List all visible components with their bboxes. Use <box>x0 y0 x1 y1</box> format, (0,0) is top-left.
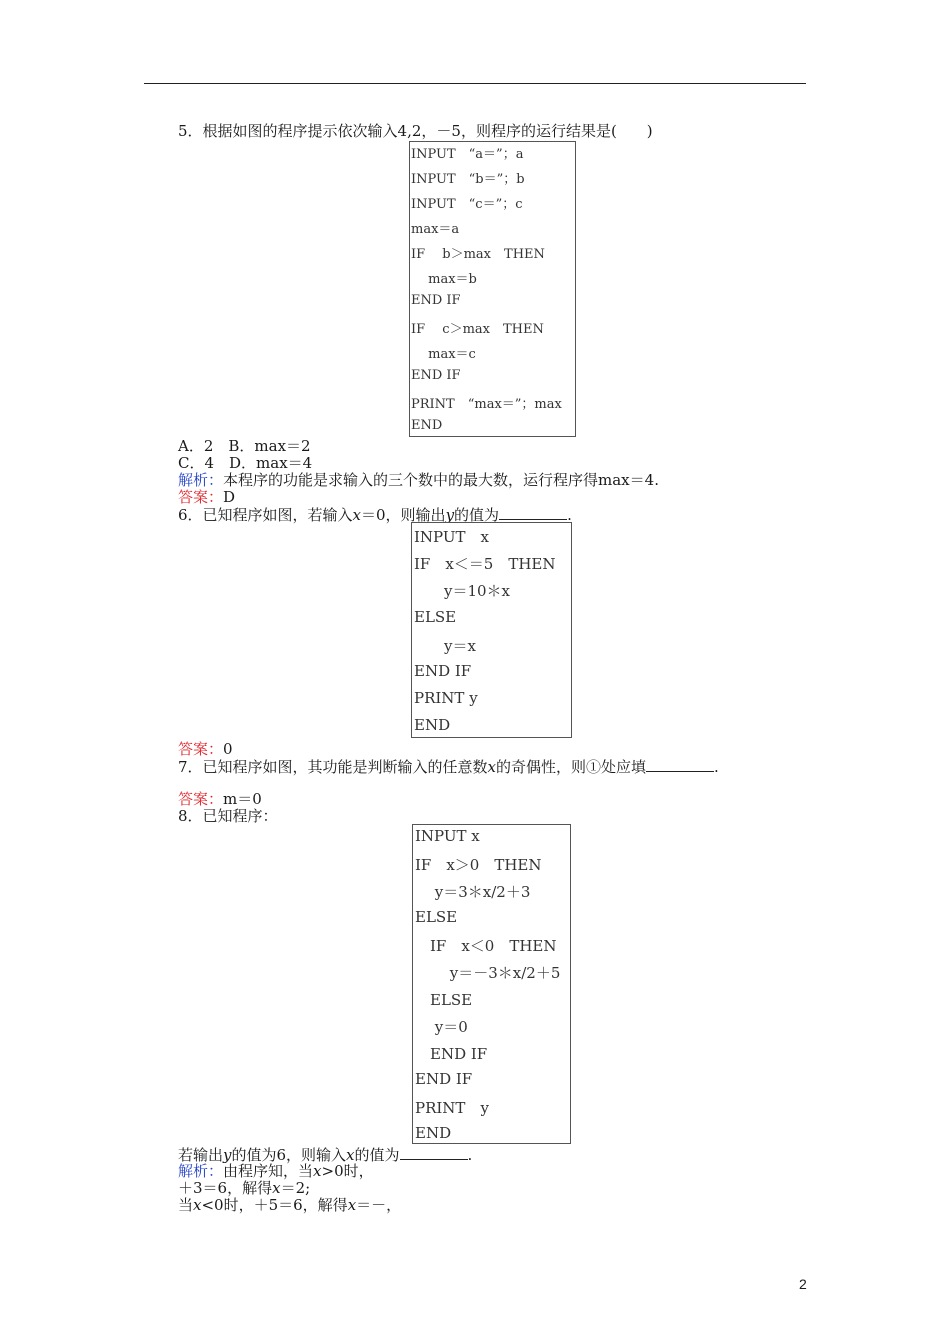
code-line: END <box>415 1124 452 1142</box>
var-x: x <box>487 758 497 776</box>
q8-line3-b: <0时，＋5＝6，解得 <box>201 1196 348 1214</box>
answer-text: 0 <box>223 740 233 758</box>
code-line: y＝x <box>414 636 476 655</box>
var-y: y <box>445 506 455 524</box>
code-line: END IF <box>414 662 472 680</box>
answer-blank <box>646 758 714 772</box>
code-line: PRINT y <box>414 689 478 708</box>
q5-option-1: A．2 B．max＝2 <box>178 437 311 455</box>
code-line: IF x＜0 THEN <box>415 937 557 955</box>
code-line: END IF <box>415 1045 488 1063</box>
page-number: 2 <box>799 1276 807 1292</box>
q7-stem <box>178 758 719 776</box>
code-line: INPUT x <box>414 528 489 546</box>
q6-stem-a: 6．已知程序如图，若输入 <box>178 506 353 524</box>
answer-label: 答案： <box>178 790 224 808</box>
q7-stem-b: 的奇偶性，则①处应填 <box>496 758 647 776</box>
code-line: PRINT y <box>415 1099 489 1117</box>
q5-stem: 5．根据如图的程序提示依次输入4,2，－5，则程序的运行结果是( ) <box>178 122 653 140</box>
code-line: END IF <box>411 293 461 308</box>
code-line: ELSE <box>414 607 457 626</box>
q8-line3-c: ＝－， <box>356 1196 402 1214</box>
code-line: END IF <box>411 368 461 383</box>
q6-stem-end: . <box>567 506 572 524</box>
q8-after-b: 的值为6，则输入 <box>231 1146 347 1164</box>
q7-answer <box>178 791 262 808</box>
code-line: INPUT “c＝”；c <box>411 197 523 212</box>
q8-after-a: 若输出 <box>178 1146 224 1164</box>
q8-analysis-b: >0时， <box>321 1162 374 1180</box>
q8-line2-a: ＋3＝6，解得 <box>178 1179 273 1197</box>
code-line: IF x＞0 THEN <box>415 856 542 874</box>
q5-answer <box>178 489 235 506</box>
analysis-label: 解析： <box>178 1162 224 1180</box>
code-line: ELSE <box>415 908 458 926</box>
answer-blank <box>400 1146 468 1160</box>
q8-analysis <box>178 1163 374 1180</box>
answer-label: 答案： <box>178 488 224 506</box>
answer-label: 答案： <box>178 740 224 758</box>
code-line: max＝a <box>411 222 460 237</box>
answer-blank <box>499 506 567 520</box>
analysis-label: 解析： <box>178 471 224 489</box>
code-line: max＝c <box>411 347 476 362</box>
q8-after-end: . <box>467 1146 473 1164</box>
code-line: INPUT x <box>415 827 480 845</box>
code-line: INPUT “a＝”；a <box>411 147 524 162</box>
code-line: max＝b <box>411 272 477 287</box>
q8-line3-a: 当 <box>178 1196 194 1214</box>
code-line: IF c＞max THEN <box>411 322 544 337</box>
q8-after-c: 的值为 <box>354 1146 400 1164</box>
var-x: x <box>346 1146 355 1164</box>
q6-stem-c: 的值为 <box>454 506 500 524</box>
var-y: y <box>223 1146 232 1164</box>
var-x: x <box>272 1179 281 1197</box>
q5-option-2: C．4 D．max＝4 <box>178 454 313 472</box>
q8-line2-b: ＝2; <box>280 1179 311 1197</box>
code-line: IF x＜＝5 THEN <box>414 555 556 574</box>
code-line: y＝3＊x/2＋3 <box>415 883 531 901</box>
code-line: END IF <box>415 1070 473 1088</box>
var-x: x <box>347 1196 357 1214</box>
code-line: ELSE <box>415 991 473 1009</box>
analysis-text: 本程序的功能是求输入的三个数中的最大数，运行程序得max＝4. <box>223 471 659 489</box>
q6-stem-b: ＝0，则输出 <box>361 506 446 524</box>
q6-answer <box>178 741 233 758</box>
code-line: INPUT “b＝”；b <box>411 172 525 187</box>
var-x: x <box>313 1162 322 1180</box>
answer-text: D <box>223 488 236 506</box>
var-x: x <box>352 506 362 524</box>
q8-analysis-line2 <box>178 1180 310 1197</box>
q8-stem: 8．已知程序： <box>178 807 278 825</box>
q7-stem-a: 7．已知程序如图，其功能是判断输入的任意数 <box>178 758 488 776</box>
var-x: x <box>193 1196 202 1214</box>
q8-analysis-a: 由程序知，当 <box>223 1162 314 1180</box>
code-line: END <box>414 716 451 735</box>
q8-analysis-line3 <box>178 1197 401 1214</box>
header-rule <box>144 83 806 84</box>
code-line: PRINT “max＝”；max <box>411 397 562 412</box>
code-line: END <box>411 418 443 433</box>
code-line: y＝0 <box>415 1018 468 1036</box>
code-line: y＝10＊x <box>414 582 511 601</box>
answer-text: m＝0 <box>223 790 262 808</box>
q5-analysis <box>178 472 659 489</box>
code-line: IF b＞max THEN <box>411 247 545 262</box>
q7-stem-end: . <box>714 758 719 776</box>
code-line: y＝－3＊x/2＋5 <box>415 964 561 982</box>
